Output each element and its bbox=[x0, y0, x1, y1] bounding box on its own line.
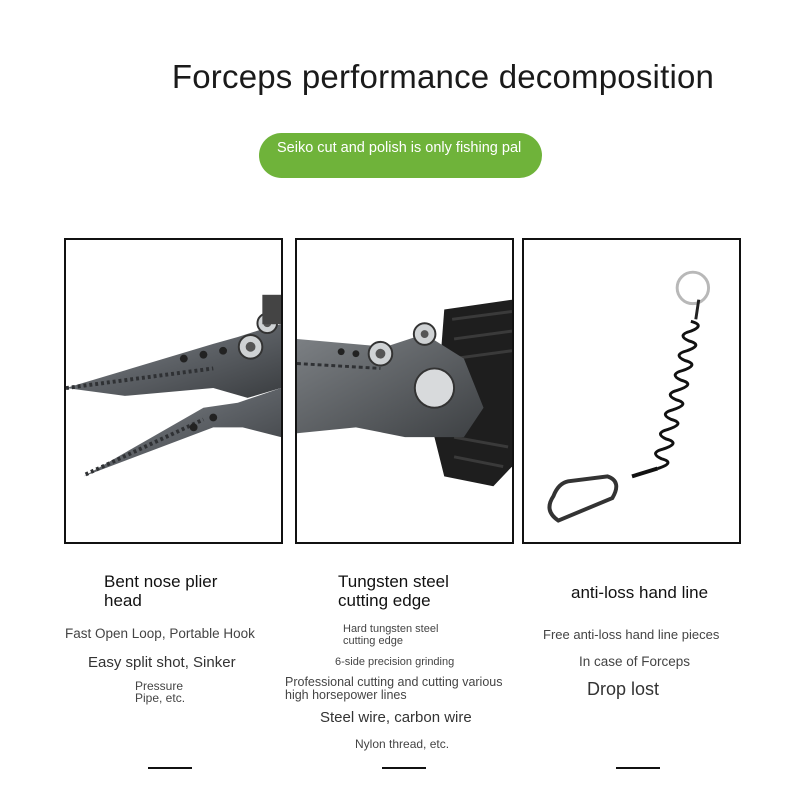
column-3-divider bbox=[616, 767, 660, 769]
cutting-edge-image bbox=[295, 238, 514, 544]
column-3-line-1: Free anti-loss hand line pieces bbox=[543, 627, 720, 642]
column-1-heading: Bent nose plier head bbox=[104, 572, 218, 610]
column-3-line-2: In case of Forceps bbox=[579, 654, 691, 669]
plier-head-illustration bbox=[66, 240, 281, 542]
column-2-heading: Tungsten steel cutting edge bbox=[338, 572, 449, 610]
column-2-line-2: 6-side precision grinding bbox=[335, 656, 455, 668]
column-3-heading: anti-loss hand line bbox=[571, 583, 709, 602]
hand-line-image bbox=[522, 238, 741, 544]
column-1-line-3: Pressure Pipe, etc. bbox=[135, 679, 186, 705]
slogan-badge: Seiko cut and polish is only fishing pal bbox=[259, 133, 542, 178]
column-1-line-2: Easy split shot, Sinker bbox=[88, 654, 236, 671]
hand-line-illustration bbox=[524, 240, 739, 542]
plier-head-image bbox=[64, 238, 283, 544]
column-2-line-3: Professional cutting and cutting various high horsepower lines bbox=[285, 675, 503, 702]
column-2-divider bbox=[382, 767, 426, 769]
column-3-line-3: Drop lost bbox=[587, 679, 660, 699]
column-2-line-4: Steel wire, carbon wire bbox=[320, 709, 472, 726]
page-title: Forceps performance decomposition bbox=[171, 58, 715, 95]
cutting-edge-illustration bbox=[297, 240, 512, 542]
column-2-line-5: Nylon thread, etc. bbox=[355, 737, 450, 751]
column-1-line-1: Fast Open Loop, Portable Hook bbox=[65, 626, 255, 641]
column-2-line-1: Hard tungsten steel cutting edge bbox=[343, 623, 439, 647]
column-1-divider bbox=[148, 767, 192, 769]
